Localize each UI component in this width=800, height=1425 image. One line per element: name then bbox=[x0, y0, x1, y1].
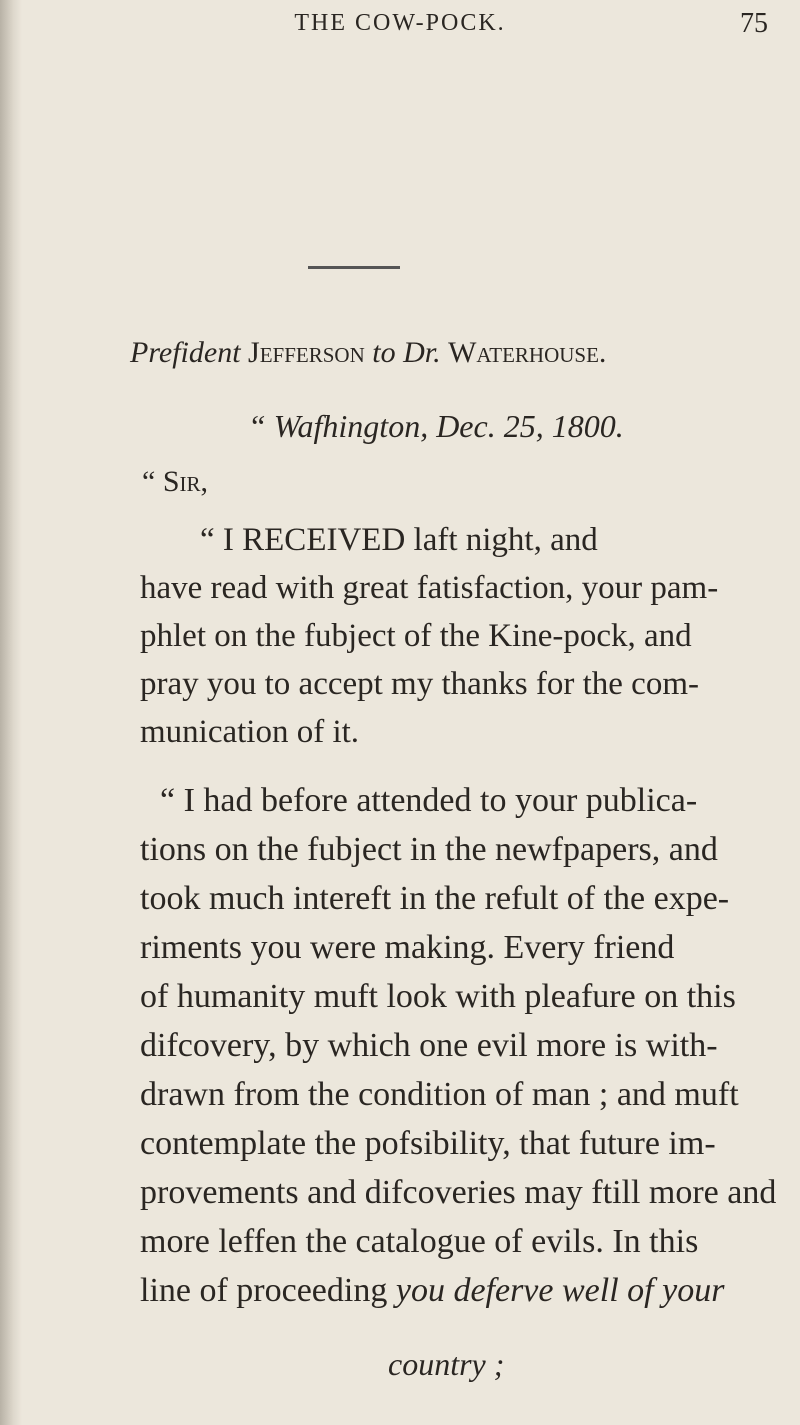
text-line: “ I RECEIVED laft night, and bbox=[200, 522, 598, 558]
letter-heading bbox=[130, 336, 606, 370]
divider-ornament bbox=[308, 266, 400, 269]
text-line: tions on the fubject in the newfpapers, and bbox=[140, 831, 718, 868]
text-line: difcovery, by which one evil more is with- bbox=[140, 1027, 718, 1064]
page-binding-edge bbox=[0, 0, 22, 1425]
heading-dr: Dr. bbox=[403, 336, 441, 369]
text-line: line of proceeding you deferve well of your bbox=[140, 1272, 725, 1309]
text-line: phlet on the fubject of the Kine-pock, and bbox=[140, 618, 692, 654]
text-line: more leffen the catalogue of evils. In this bbox=[140, 1223, 699, 1260]
heading-recipient: Waterhouse. bbox=[448, 336, 607, 369]
text-line: contemplate the pofsibility, that future im- bbox=[140, 1125, 716, 1162]
dateline: “ Wafhington, Dec. 25, 1800. bbox=[248, 408, 624, 444]
italic-tail: you deferve well of your bbox=[395, 1272, 725, 1309]
closing-line: country ; bbox=[388, 1346, 505, 1382]
heading-title: Prefident bbox=[130, 336, 241, 369]
text-line: took much intereft in the refult of the expe- bbox=[140, 880, 730, 917]
heading-from: Jefferson bbox=[248, 336, 365, 369]
text-line: provements and difcoveries may ftill more and bbox=[140, 1174, 777, 1211]
salutation: “ Sir, bbox=[142, 465, 208, 498]
text-line: pray you to accept my thanks for the com- bbox=[140, 666, 699, 702]
text-line: munication of it. bbox=[140, 714, 360, 750]
text-line: “ I had before attended to your publica- bbox=[160, 782, 698, 819]
text-line: riments you were making. Every friend bbox=[140, 929, 675, 966]
heading-to: to bbox=[372, 336, 396, 369]
text-line: have read with great fatisfaction, your pam- bbox=[140, 570, 719, 606]
page-number: 75 bbox=[740, 8, 768, 39]
text-line: of humanity muft look with pleafure on this bbox=[140, 978, 736, 1015]
running-head: THE COW-POCK. bbox=[294, 10, 506, 36]
text-line: drawn from the condition of man ; and muft bbox=[140, 1076, 739, 1113]
